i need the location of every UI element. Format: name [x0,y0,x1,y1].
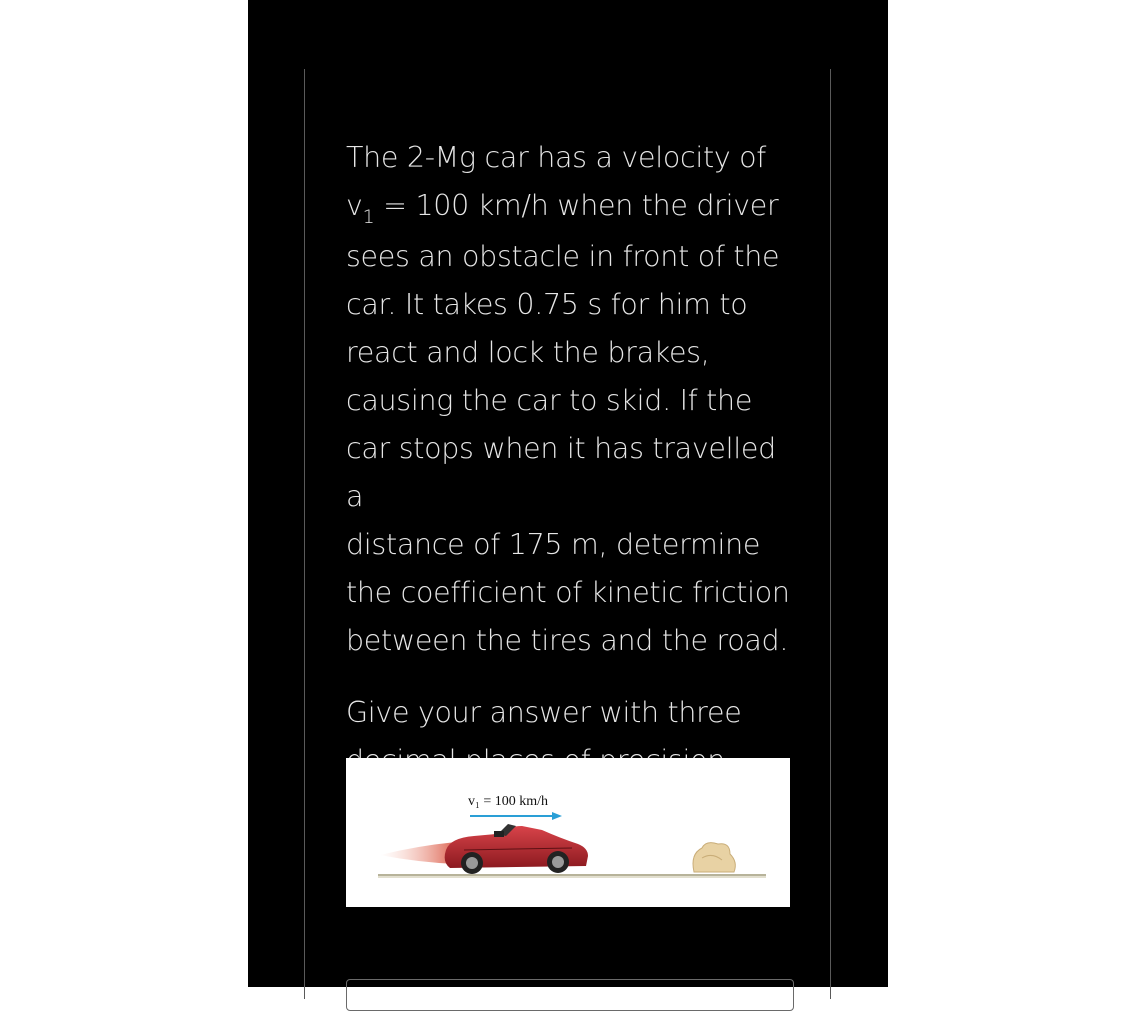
car-skid-figure [346,758,790,907]
obstacle-rock [693,843,735,872]
question-text [346,134,796,785]
precision-instruction: Give your answer with three [346,696,742,729]
car-illustration [346,758,790,907]
answer-input[interactable] [346,979,794,1011]
skid-trail [380,842,456,864]
problem-statement: The 2-Mg car has a velocity of $v_1 = 100$ km/h when the driver sees an obstacle in front of the car. It takes 0.75 s for him to react and lock the brakes, causing the car to skid. If the car stops when it has travelled a distance of 175 m, determine the coefficient of kinetic friction between the tires and the road. [346,141,790,657]
velocity-label: v₁ = 100 km/h [468,794,549,809]
